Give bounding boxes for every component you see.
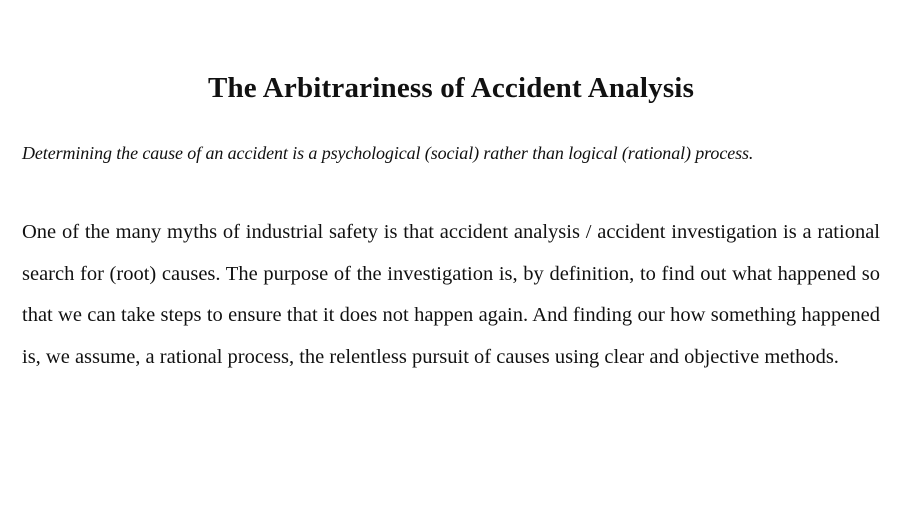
document-title: The Arbitrariness of Accident Analysis <box>207 72 695 104</box>
body-paragraph: One of the many myths of industrial safety is that accident analysis / accident investigation is a rational search for (root) causes. The purpose of the investigation is, by definition, to find out what happened so that we can take steps to ensure that it does not happen again. And finding our how something happened is, we assume, a rational process, the relentless pursuit of causes using clear and objective methods. <box>22 221 880 368</box>
document-subtitle: Determining the cause of an accident is a psychological (social) rather than logical (rational) process. <box>22 143 754 163</box>
